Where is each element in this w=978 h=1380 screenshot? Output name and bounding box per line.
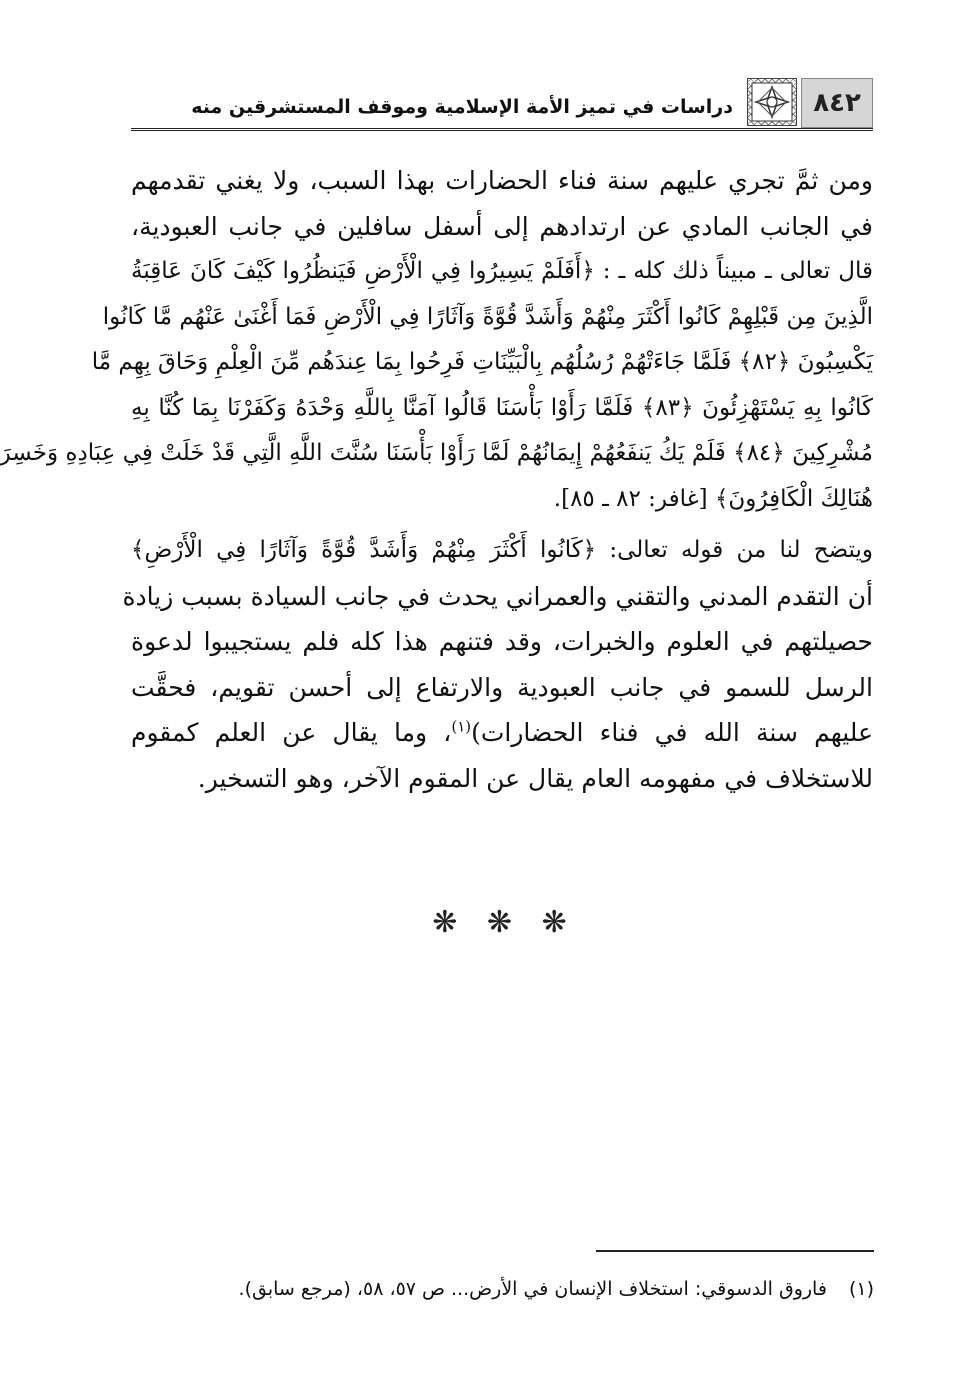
paragraph-1 — [0, 158, 874, 522]
header-divider — [131, 128, 873, 131]
paragraph-2 — [122, 528, 874, 801]
text-line — [131, 710, 873, 756]
footnote-text: فاروق الدسوقي: استخلاف الإنسان في الأرض... ص ٥٧، ٥٨، (مرجع سابق). — [238, 1278, 827, 1300]
quran-verse-line: كَانُوا بِهِ يَسْتَهْزِئُونَ ﴿٨٣﴾ فَلَمَّا رَأَوْا بَأْسَنَا قَالُوا آمَنَّا بِاللَّهِ وَحْدَهُ وَكَفَرْنَا بِمَا كُنَّا بِهِ — [131, 394, 874, 421]
text-line: أن التقدم المدني والتقني والعمراني يحدث في جانب السيادة بسبب زيادة — [122, 581, 873, 611]
page-number: ٨٤٢ — [801, 78, 873, 128]
text-line: للاستخلاف في مفهومه العام يقال عن المقوم الآخر، وهو التسخير. — [197, 763, 873, 793]
ornament-icon — [747, 78, 797, 126]
footnote-reference[interactable]: (١) — [451, 717, 472, 736]
quran-verse-line: هُنَالِكَ الْكَافِرُونَ﴾ [غافر: ٨٢ ـ ٨٥]. — [553, 485, 873, 512]
footnote-number: (١) — [848, 1278, 874, 1300]
text-segment: عليهم سنة الله في فناء الحضارات) — [471, 718, 874, 747]
running-header — [131, 78, 873, 132]
footnote-divider — [596, 1250, 874, 1252]
text-line: قال تعالى ـ مبيناً ذلك كله ـ : ﴿أَفَلَمْ يَسِيرُوا فِي الْأَرْضِ فَيَنظُرُوا كَيْفَ كَانَ عَاقِبَةُ — [131, 258, 873, 284]
running-header-title: دراسات في تميز الأمة الإسلامية وموقف المستشرقين منه — [191, 96, 733, 118]
text-line: الرسل للسمو في جانب العبودية والارتفاع إلى أحسن تقويم، فحقَّت — [131, 672, 873, 702]
footnote — [134, 1278, 874, 1300]
text-line: حصيلتهم في العلوم والخبرات، وقد فتنهم هذا كله فلم يستجيبوا لدعوة — [131, 627, 873, 656]
quran-verse-line: يَكْسِبُونَ ﴿٨٢﴾ فَلَمَّا جَاءَتْهُمْ رُسُلُهُم بِالْبَيِّنَاتِ فَرِحُوا بِمَا عِندَهُم مِّنَ الْعِلْمِ وَحَاقَ بِهِم مَّا — [91, 349, 873, 375]
text-line: ويتضح لنا من قوله تعالى: ﴿كَانُوا أَكْثَرَ مِنْهُمْ وَأَشَدَّ قُوَّةً وَآثَارًا فِي الْأَرْضِ﴾ — [131, 537, 873, 563]
quran-verse-line: الَّذِينَ مِن قَبْلِهِمْ كَانُوا أَكْثَرَ مِنْهُمْ وَأَشَدَّ قُوَّةً وَآثَارًا فِي الْأَرْضِ فَمَا أَغْنَىٰ عَنْهُم مَّا كَانُوا — [102, 303, 873, 330]
quran-verse-line: مُشْرِكِينَ ﴿٨٤﴾ فَلَمْ يَكُ يَنفَعُهُمْ إِيمَانُهُمْ لَمَّا رَأَوْا بَأْسَنَا سُنَّتَ اللَّهِ الَّتِي قَدْ خَلَتْ فِي عِبَادِهِ وَخَسِرَ — [0, 440, 873, 466]
text-segment: ، وما يقال عن العلم كمقوم — [131, 718, 452, 747]
section-separator-icon: ❋ ❋ ❋ — [432, 905, 577, 940]
page-body — [0, 158, 874, 801]
text-line: ومن ثمَّ تجري عليهم سنة فناء الحضارات بهذا السبب، ولا يغني تقدمهم — [131, 166, 873, 195]
text-line: في الجانب المادي عن ارتدادهم إلى أسفل سافلين في جانب العبودية، — [131, 211, 873, 241]
